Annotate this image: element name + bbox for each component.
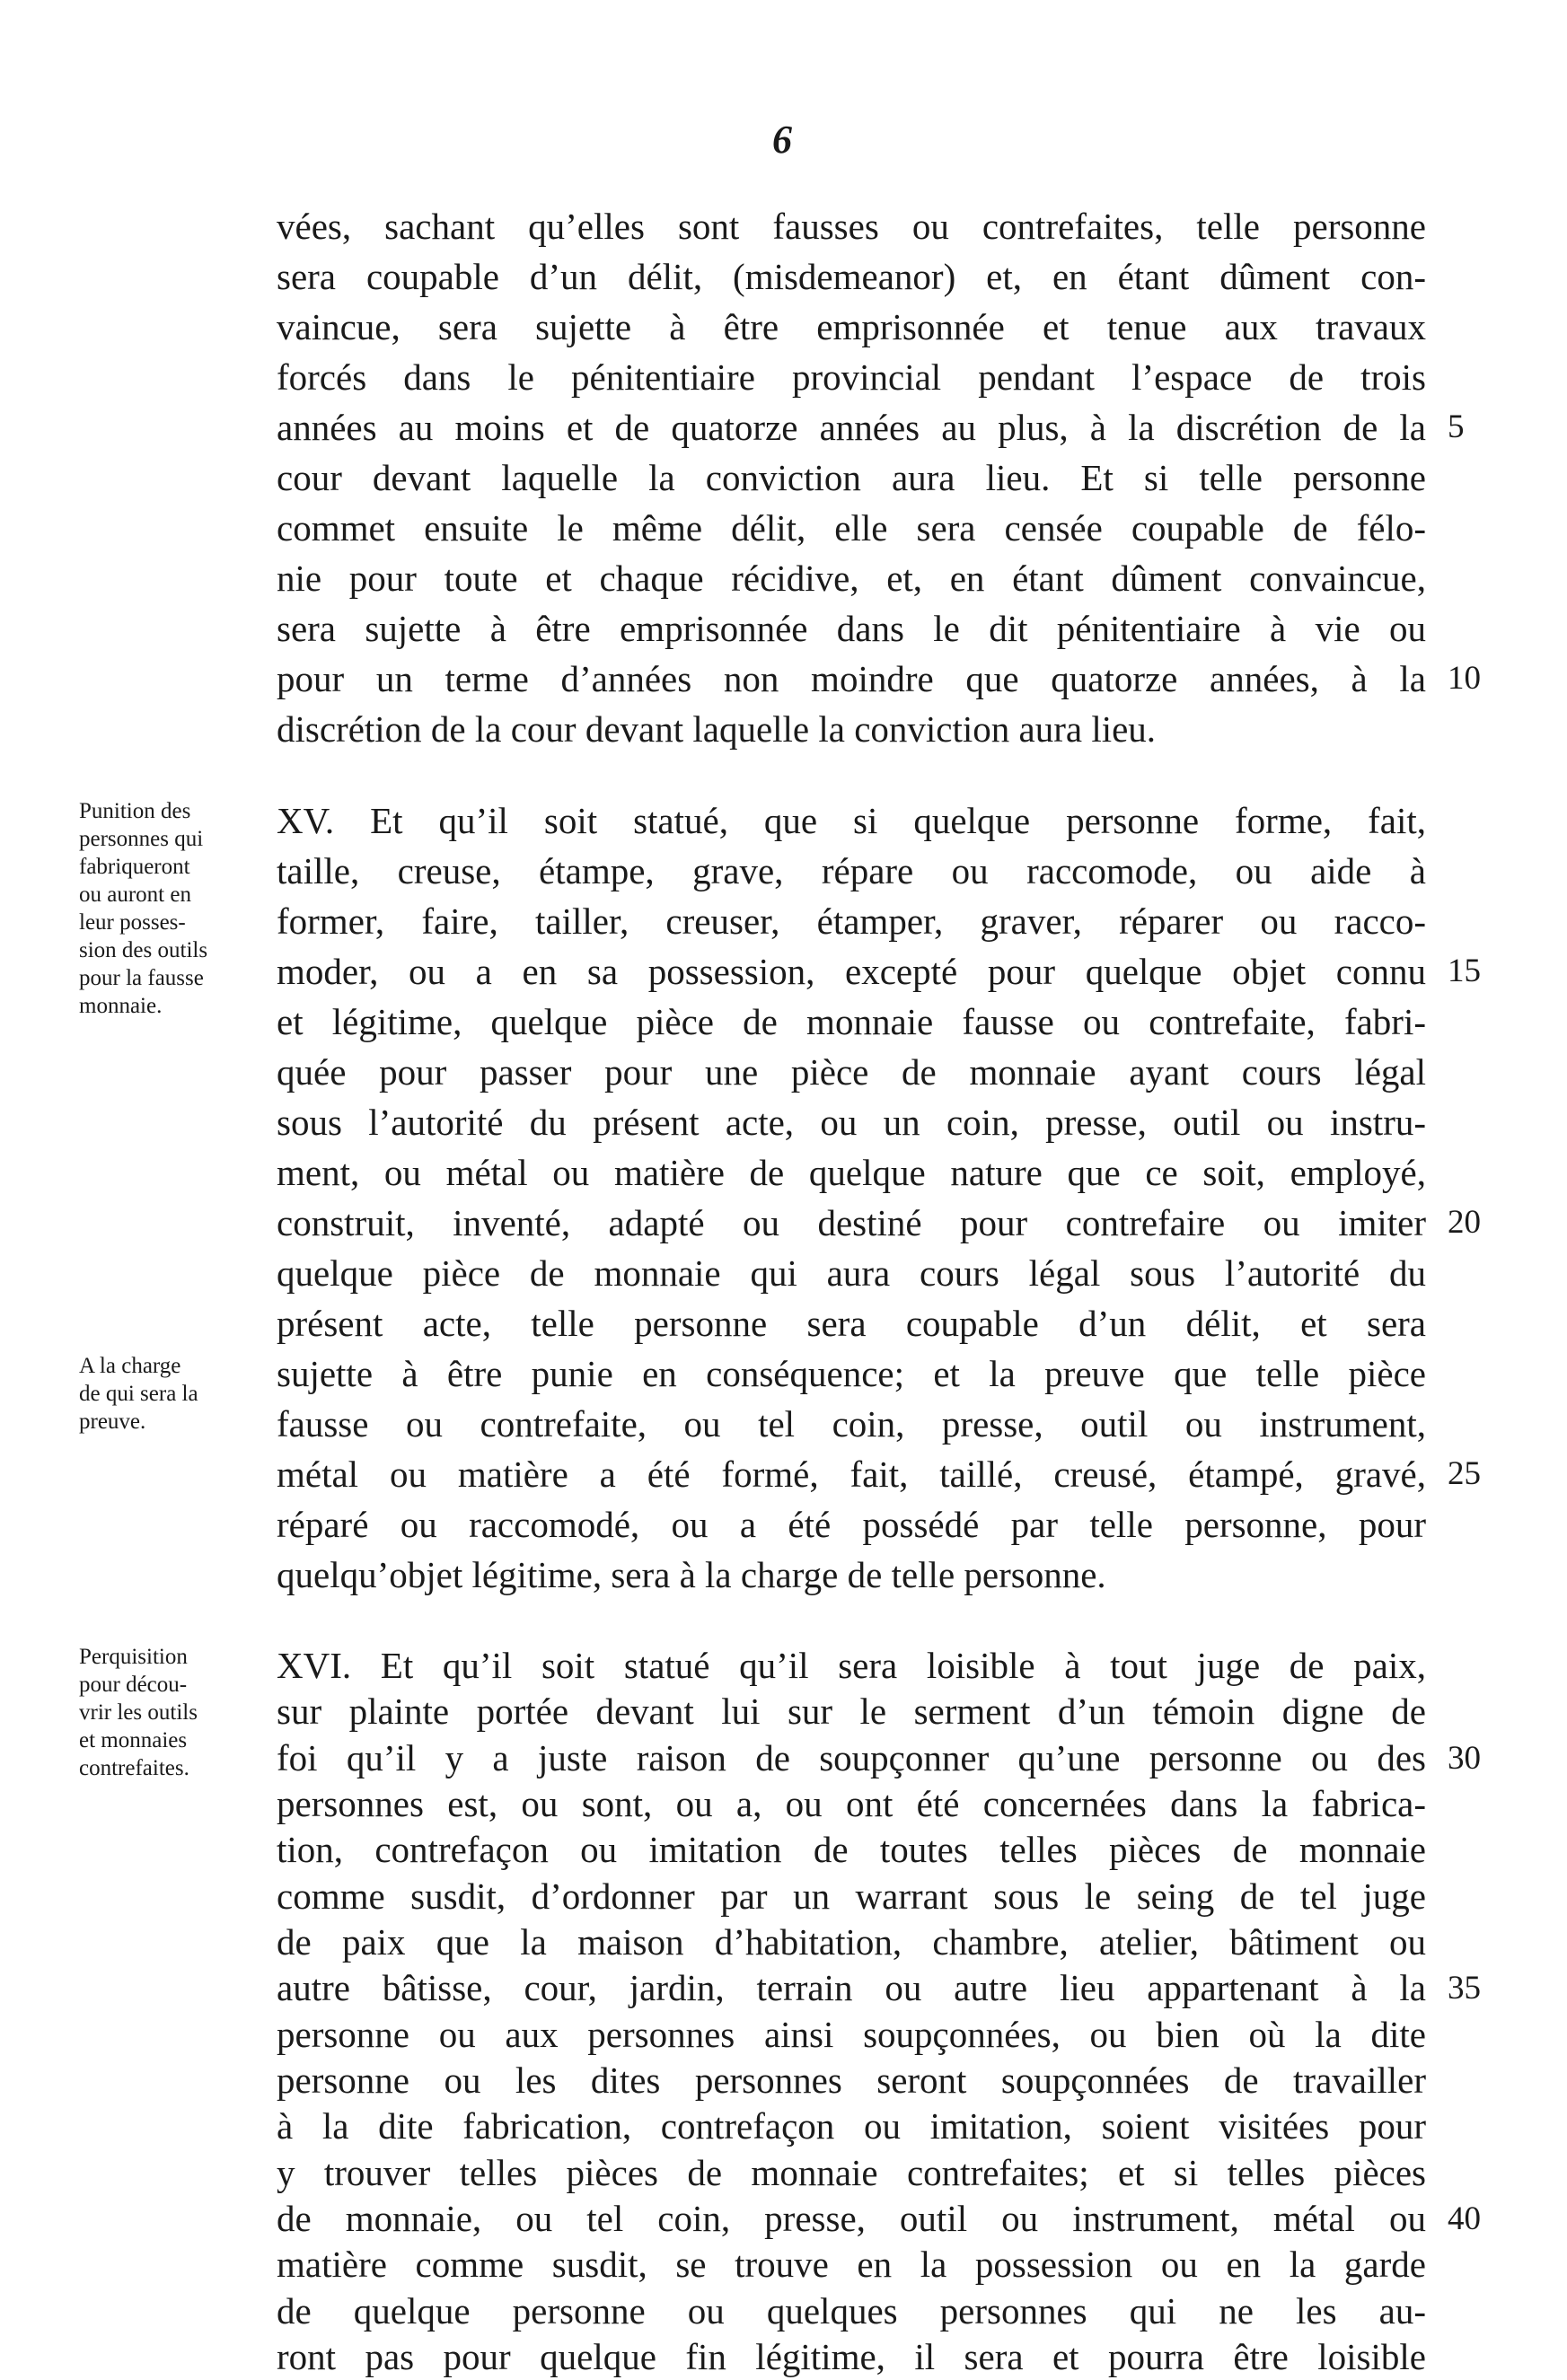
text-line: quelqu’objet légitime, sera à la charge de telle personne. [277, 1554, 1106, 1595]
text-line: vaincue, sera sujette à être emprisonnée et tenue aux travaux [277, 306, 1426, 347]
text-line: construit, inventé, adapté ou destiné pour contrefaire ou imiter [277, 1202, 1426, 1243]
text-line: et légitime, quelque pièce de monnaie fausse ou contrefaite, fabri- [277, 1001, 1426, 1042]
text-line: discrétion de la cour devant laquelle la conviction aura lieu. [277, 708, 1157, 750]
line-number: 5 [1448, 408, 1465, 445]
margin-note-line: preuve. [79, 1410, 146, 1434]
margin-note-line: vrir les outils [79, 1700, 198, 1725]
text-line: pour un terme d’années non moindre que quatorze années, à la [277, 658, 1426, 699]
page-number: 6 [772, 118, 792, 162]
text-line: sera sujette à être emprisonnée dans le dit pénitentiaire à vie ou [277, 608, 1426, 649]
text-line: ment, ou métal ou matière de quelque nature que ce soit, employé, [277, 1152, 1426, 1193]
line-number: 10 [1448, 660, 1481, 697]
margin-note-line: Perquisition [79, 1645, 188, 1669]
margin-note-line: sion des outils [79, 938, 208, 962]
line-number: 15 [1448, 953, 1481, 989]
text-line: personne ou les dites personnes seront soupçonnées de travailler [277, 2059, 1426, 2101]
text-line: sujette à être punie en conséquence; et la preuve que telle pièce [277, 1353, 1426, 1394]
margin-note-line: contrefaites. [79, 1756, 189, 1780]
text-line: sur plainte portée devant lui sur le serment d’un témoin digne de [277, 1691, 1426, 1732]
text-line: de quelque personne ou quelques personnes qui ne les au- [277, 2290, 1426, 2332]
line-number: 40 [1448, 2200, 1481, 2237]
margin-note-line: pour la fausse [79, 966, 204, 990]
text-line: former, faire, tailler, creuser, étamper, graver, réparer ou racco- [277, 900, 1426, 942]
text-line: y trouver telles pièces de monnaie contrefaites; et si telles pièces [277, 2152, 1426, 2193]
text-line: réparé ou raccomodé, ou a été possédé par telle personne, pour [277, 1504, 1426, 1545]
margin-note-line: pour décou- [79, 1673, 188, 1697]
text-line: présent acte, telle personne sera coupable d’un délit, et sera [277, 1303, 1426, 1344]
line-number: 20 [1448, 1204, 1481, 1241]
text-line: cour devant laquelle la conviction aura lieu. Et si telle personne [277, 457, 1426, 498]
text-line: autre bâtisse, cour, jardin, terrain ou autre lieu appartenant à la [277, 1967, 1426, 2008]
text-line: foi qu’il y a juste raison de soupçonner qu’une personne ou des [277, 1737, 1426, 1778]
margin-note-line: leur posses- [79, 910, 186, 935]
text-line: commet ensuite le même délit, elle sera censée coupable de félo- [277, 507, 1426, 549]
text-line: XVI. Et qu’il soit statué qu’il sera loisible à tout juge de paix, [277, 1645, 1426, 1686]
text-line: ront pas pour quelque fin légitime, il sera et pourra être loisible [277, 2336, 1426, 2377]
text-line: comme susdit, d’ordonner par un warrant sous le seing de tel juge [277, 1875, 1426, 1917]
margin-note-charge-preuve [79, 1352, 268, 1436]
text-line: nie pour toute et chaque récidive, et, en étant dûment convaincue, [277, 558, 1426, 599]
text-line: quée pour passer pour une pièce de monnaie ayant cours légal [277, 1051, 1426, 1093]
margin-note-line: Punition des [79, 799, 191, 823]
text-line: vées, sachant qu’elles sont fausses ou contrefaites, telle personne [277, 206, 1426, 247]
margin-note-line: ou auront en [79, 883, 191, 907]
margin-note-punition [79, 797, 268, 1020]
text-line: tion, contrefaçon ou imitation de toutes telles pièces de monnaie [277, 1829, 1426, 1870]
text-line: quelque pièce de monnaie qui aura cours légal sous l’autorité du [277, 1252, 1426, 1294]
line-number: 25 [1448, 1455, 1481, 1492]
margin-note-line: fabriqueront [79, 855, 190, 879]
text-line: taille, creuse, étampe, grave, répare ou raccomode, ou aide à [277, 850, 1426, 891]
text-line: à la dite fabrication, contrefaçon ou imitation, soient visitées pour [277, 2105, 1426, 2147]
text-line: fausse ou contrefaite, ou tel coin, presse, outil ou instrument, [277, 1403, 1426, 1445]
margin-note-line: monnaie. [79, 994, 163, 1018]
margin-note-line: personnes qui [79, 827, 204, 851]
line-number: 30 [1448, 1740, 1481, 1777]
text-line: XV. Et qu’il soit statué, que si quelque personne forme, fait, [277, 800, 1426, 841]
margin-note-line: A la charge [79, 1354, 181, 1378]
text-line: années au moins et de quatorze années au plus, à la discrétion de la [277, 407, 1426, 448]
text-line: personnes est, ou sont, ou a, ou ont été concernées dans la fabrica- [277, 1783, 1426, 1824]
margin-note-line: et monnaies [79, 1728, 188, 1752]
margin-note-line: de qui sera la [79, 1382, 198, 1406]
text-line: matière comme susdit, se trouve en la possession ou en la garde [277, 2244, 1426, 2285]
text-line: de paix que la maison d’habitation, chambre, atelier, bâtiment ou [277, 1921, 1426, 1963]
margin-note-perquisition [79, 1643, 268, 1782]
text-line: forcés dans le pénitentiaire provincial pendant l’espace de trois [277, 356, 1426, 398]
text-line: métal ou matière a été formé, fait, taillé, creusé, étampé, gravé, [277, 1453, 1426, 1495]
text-line: moder, ou a en sa possession, excepté pour quelque objet connu [277, 951, 1426, 992]
text-line: de monnaie, ou tel coin, presse, outil ou instrument, métal ou [277, 2198, 1426, 2239]
line-number: 35 [1448, 1970, 1481, 2007]
text-line: sera coupable d’un délit, (misdemeanor) et, en étant dûment con- [277, 256, 1426, 297]
text-line: sous l’autorité du présent acte, ou un coin, presse, outil ou instru- [277, 1102, 1426, 1143]
text-line: personne ou aux personnes ainsi soupçonnées, ou bien où la dite [277, 2014, 1426, 2055]
